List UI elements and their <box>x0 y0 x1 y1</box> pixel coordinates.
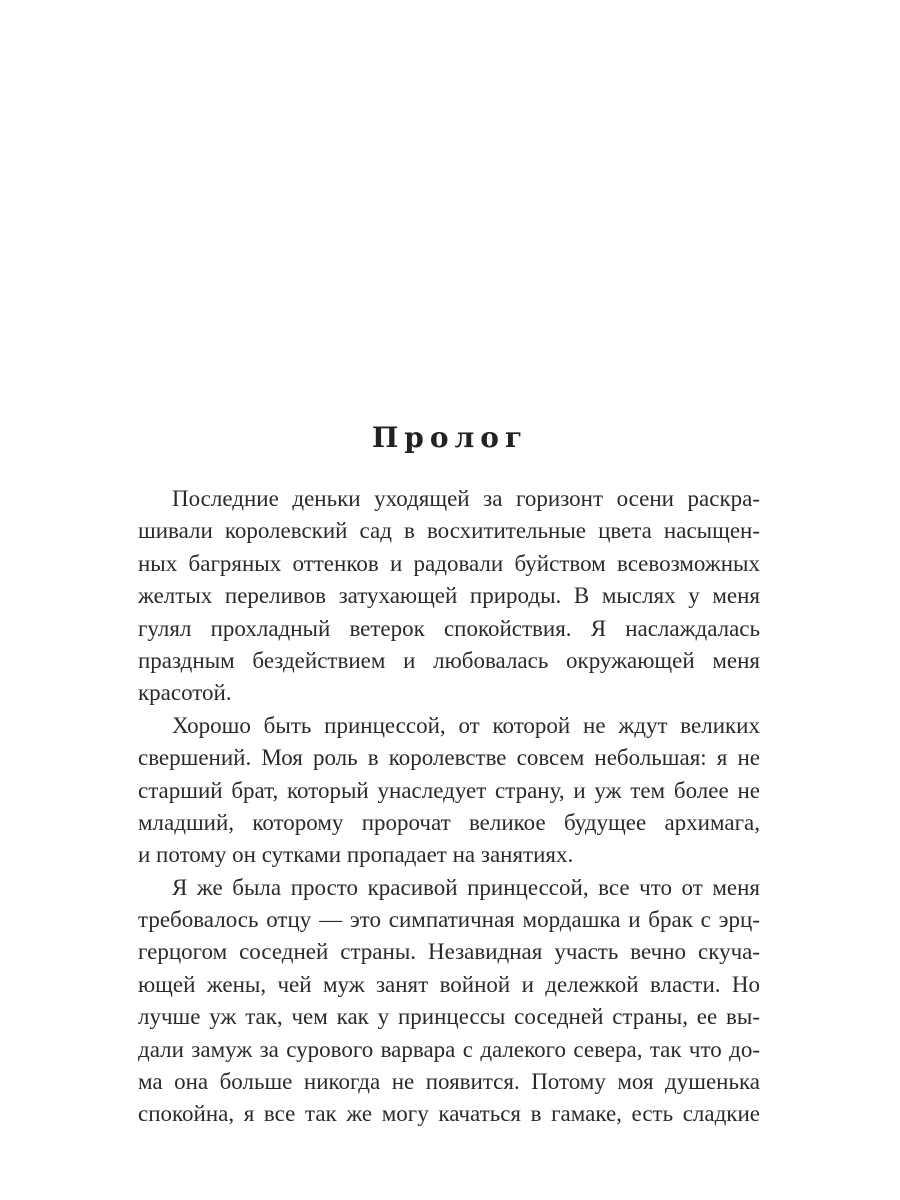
text-line: ма она больше никогда не появится. Потому моя душенька <box>138 1069 760 1095</box>
text-line: Я же была просто красивой принцессой, все что от меня <box>172 874 760 900</box>
text-line: шивали королевский сад в восхитительные цвета насыщен- <box>138 518 760 544</box>
text-line: старший брат, который унаследует страну, и уж тем более не <box>138 777 760 803</box>
text-line: требовалось отцу — это симпатичная мордашка и брак с эрц- <box>138 907 760 933</box>
text-line: гулял прохладный ветерок спокойствия. Я наслаждалась <box>138 615 760 641</box>
text-line: спокойна, я все так же могу качаться в гамаке, есть сладкие <box>138 1101 760 1127</box>
text-line: дали замуж за сурового варвара с далекого севера, так что до- <box>138 1036 760 1062</box>
text-line: младший, которому пророчат великое будущее архимага, <box>138 809 760 835</box>
text-line: ющей жены, чей муж занят войной и дележкой власти. Но <box>138 971 760 997</box>
text-line: Хорошо быть принцессой, от которой не ждут великих <box>172 712 760 738</box>
chapter-title: Пролог <box>371 421 529 454</box>
text-line: желтых переливов затухающей природы. В мыслях у меня <box>138 583 760 609</box>
chapter-body <box>138 483 760 1131</box>
text-line: герцогом соседней страны. Незавидная участь вечно скуча- <box>138 939 760 965</box>
text-line: Последние деньки уходящей за горизонт осени раскра- <box>172 486 760 511</box>
text-line: и потому он сутками пропадает на занятиях. <box>138 842 574 868</box>
text-line: ных багряных оттенков и радовали буйством всевозможных <box>138 550 760 576</box>
text-line: свершений. Моя роль в королевстве совсем небольшая: я не <box>138 745 760 771</box>
text-line: лучше уж так, чем как у принцессы соседней страны, ее вы- <box>138 1004 760 1030</box>
text-line: красотой. <box>138 680 232 706</box>
text-line: праздным бездействием и любовалась окружающей меня <box>138 647 760 673</box>
